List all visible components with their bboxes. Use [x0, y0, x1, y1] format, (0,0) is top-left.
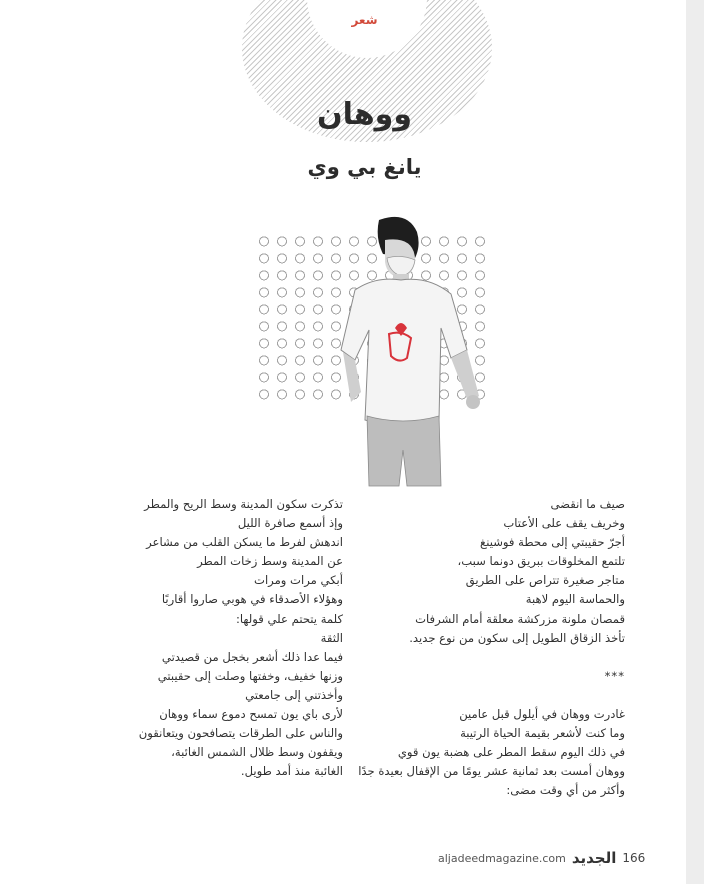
poem-line: والناس على الطرقات يتصافحون ويتعانقون: [138, 726, 343, 741]
poem-line: وهؤلاء الأصدقاء في هوبي صاروا أقاربًا: [161, 592, 343, 607]
poem-line: في ذلك اليوم سقط المطر على هضبة يون قوي: [397, 745, 625, 760]
poem-line: الثقة: [320, 630, 343, 645]
poem-line: قمصان ملونة مزركشة معلقة أمام الشرفات: [415, 611, 625, 626]
poem-line: لأرى باي يون تمسح دموع سماء ووهان: [159, 707, 343, 722]
poem-line: ويقفون وسط ظلال الشمس الغائبة،: [171, 745, 343, 760]
section-label: شعر: [351, 13, 378, 27]
poem-line: ووهان أمست بعد ثمانية عشر يومًا من الإقفال بعيدة جدًا: [358, 764, 625, 779]
magazine-logo: الجديد: [571, 849, 617, 867]
poem-line: تلتمع المخلوقات ببريق دونما سبب،: [457, 554, 625, 569]
poem-line: وأخذتني إلى جامعتي: [245, 687, 343, 702]
poem-line: فيما عدا ذلك أشعر بخجل من قصيدتي: [161, 649, 343, 664]
poem-line-blank: [355, 648, 625, 667]
poem-line: تذكرت سكون المدينة وسط الريح والمطر: [144, 497, 343, 511]
poem-line: كلمة يتحتم علي قولها:: [235, 611, 343, 626]
poem-line: أبكي مرات ومرات: [254, 573, 343, 588]
footer-site[interactable]: aljadeedmagazine.com: [438, 851, 566, 865]
poem-line: وما كنت لأشعر بقيمة الحياة الرتيبة: [460, 726, 625, 741]
poem-line: وأكثر من أي وقت مضى:: [506, 783, 625, 798]
page-footer: [438, 849, 645, 867]
poem-column-left: [93, 495, 343, 781]
poem-line: تأخذ الزقاق الطويل إلى سكون من نوع جديد.: [409, 630, 625, 645]
poem-line: وزنها خفيف، وخفتها وصلت إلى حقيبتي: [157, 668, 343, 683]
poem-line: وخريف يقف على الأعتاب: [503, 516, 625, 531]
page-edge-strip: [686, 0, 704, 884]
poem-line-blank: [355, 686, 625, 705]
poem-line: وإذ أسمع صافرة الليل: [237, 516, 343, 531]
poem-column-right: [355, 495, 625, 801]
poem-line: غادرت ووهان في أيلول قبل عامين: [459, 707, 625, 722]
masked-person-illustration: [255, 210, 487, 488]
illustration: [255, 210, 487, 488]
stanza-separator: ***: [604, 668, 625, 683]
poem-line: صيف ما انقضى: [550, 497, 625, 511]
author-name: يانغ بي وي: [307, 155, 422, 179]
poem-line: اندهش لفرط ما يسكن القلب من مشاعر: [146, 535, 343, 550]
poem-line: عن المدينة وسط زخات المطر: [197, 554, 343, 569]
poem-line: الغائبة منذ أمد طويل.: [240, 764, 343, 779]
emblem-center: [307, 0, 427, 58]
poem-line: أجرّ حقيبتي إلى محطة فوشينغ: [480, 535, 625, 550]
poem-title: ووهان: [317, 97, 412, 132]
poem-line: متاجر صغيرة تتراص على الطريق: [465, 573, 625, 588]
poem-line: والحماسة اليوم لاهبة: [525, 592, 625, 607]
page-number: 166: [622, 851, 646, 865]
